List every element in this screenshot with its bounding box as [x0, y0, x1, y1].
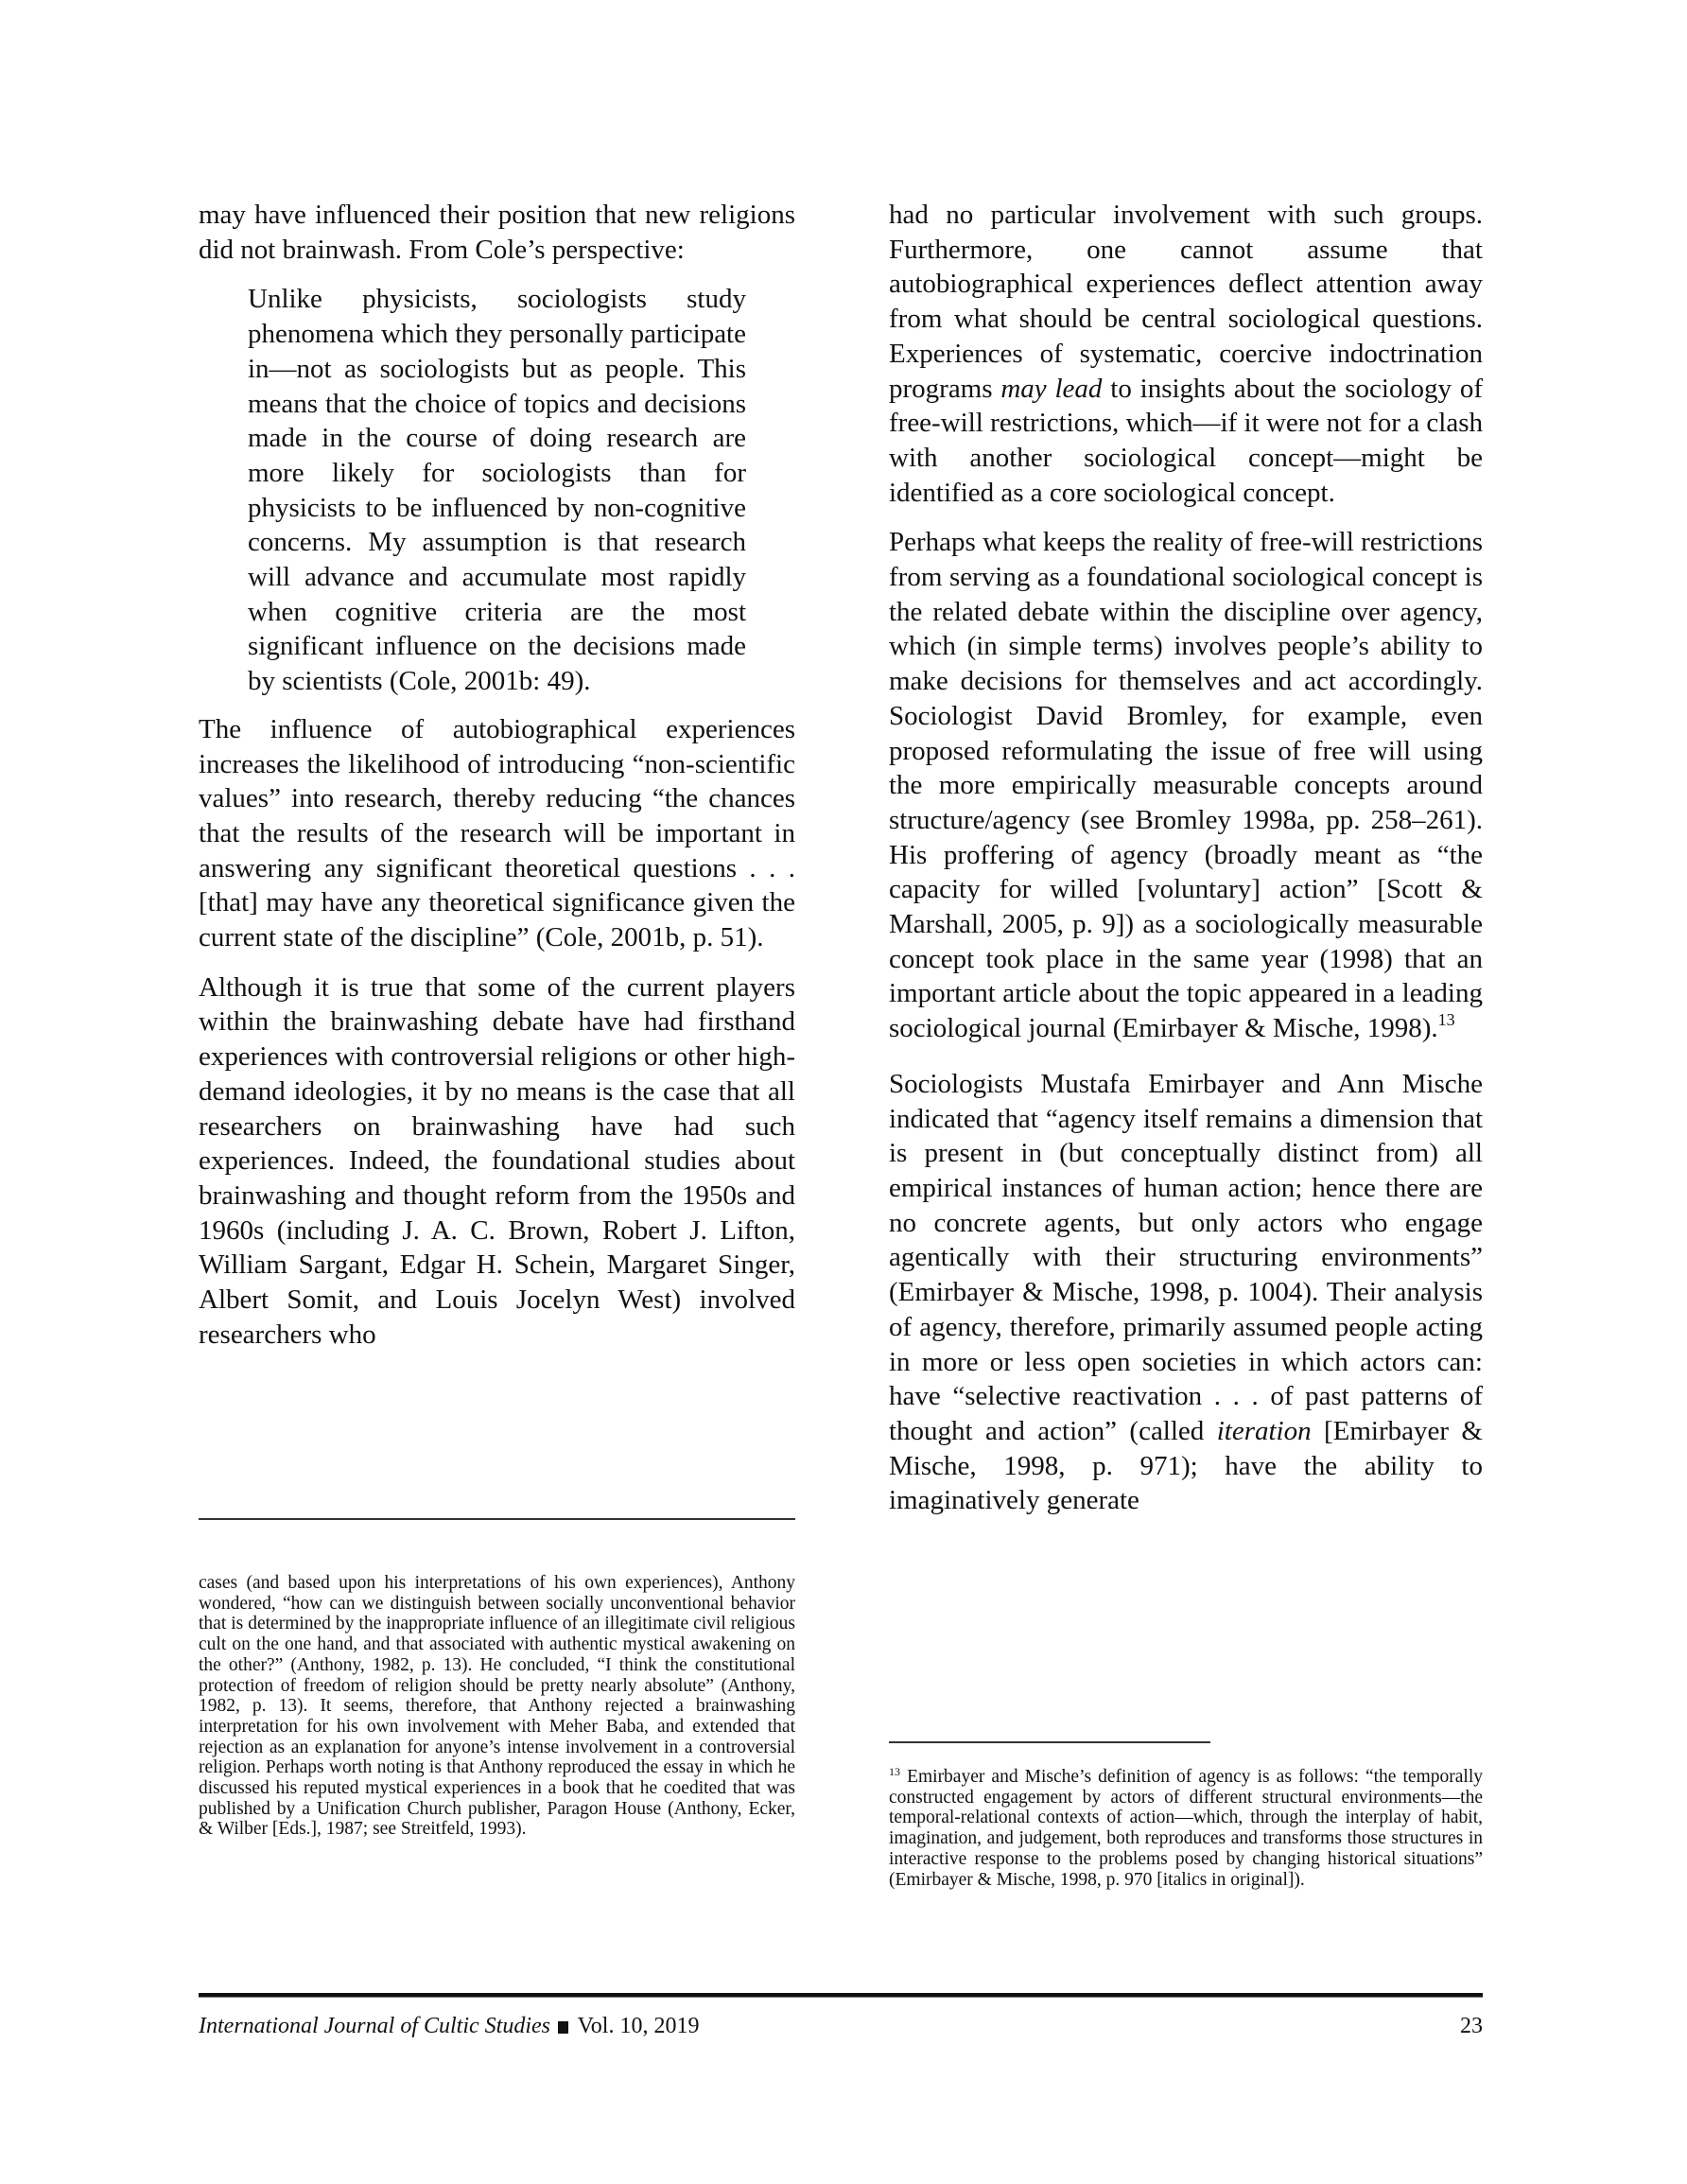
paragraph: The influence of autobiographical experiences increases the likelihood of introducing “non-scientific values” into research, thereby reducing “the chances that the results of the research will be important in answering any significant theoretical questions . . . [that] may have any theoretical significance given the current state of the discipline” (Cole, 2001b, p. 51).	[199, 713, 795, 953]
running-footer	[199, 2012, 699, 2040]
emphasis: iteration	[1216, 1415, 1312, 1446]
paragraph: may have influenced their position that new religions did not brainwash. From Cole’s perspective:	[199, 200, 795, 265]
footnote-number: 13	[889, 1765, 900, 1778]
text-run: Sociologists Mustafa Emirbayer and Ann Mische indicated that “agency itself remains a dimension that is present in (but conceptually distinct from) all empirical instances of human action; hence there are no concrete agents, but only actors who engage agentically with their structuring environments” (Emirbayer & Mische, 1998, p. 1004). Their analysis of agency, therefore, primarily assumed people acting in more or less open societies in which actors can: have “selective reactivation . . . of past patterns of thought and action” (called	[889, 1068, 1483, 1446]
paragraph	[889, 1067, 1483, 1518]
paragraph	[889, 198, 1483, 510]
text-run: Perhaps what keeps the reality of free-will restrictions from serving as a foundational sociological concept is the related debate within the discipline over agency, which (in simple terms) involves people’s ability to make decisions for themselves and act accordingly. Sociologist David Bromley, for example, even proposed reformulating the issue of free will using the more empirically measurable concepts around structure/agency (see Bromley 1998a, pp. 258–261). His proffering of agency (broadly meant as “the capacity for willed [voluntary] action” [Scott & Marshall, 2005, p. 9]) as a sociologically measurable concept took place in the same year (1998) that an important article about the topic appeared in a leading sociological journal (Emirbayer & Mische, 1998).	[889, 527, 1483, 1044]
footnote-separator	[199, 1518, 795, 1520]
footnote-continued: cases (and based upon his interpretations of his own experiences), Anthony wondered, “how can we distinguish between socially unconventional behavior that is determined by the inappropriate influence of an illegitimate civil religious cult on the one hand, and that associated with authentic mystical awakening on the other?” (Anthony, 1982, p. 13). He concluded, “I think the constitutional protection of freedom of religion should be pretty nearly absolute” (Anthony, 1982, p. 13). It seems, therefore, that Anthony rejected a brainwashing interpretation for his own involvement with Meher Baba, and extended that rejection as an explanation for anyone’s intense involvement in a controversial religion. Perhaps worth noting is that Anthony reproduced the essay in which he discussed his reputed mystical experiences in a book that he coedited that was published by a Unification Church publisher, Paragon House (Anthony, Ecker, & Wilber [Eds.], 1987; see Streitfeld, 1993).	[199, 1573, 795, 1840]
footer-rule	[199, 1993, 1483, 1998]
page-number: 23	[1460, 2014, 1483, 2038]
text-run: to insights about the sociology of free-will restrictions, which—if it were not for a clash with another sociological concept—might be identified as a core sociological concept.	[889, 373, 1483, 508]
volume-info: Vol. 10, 2019	[577, 2014, 700, 2038]
footnote-text: Emirbayer and Mische’s definition of agency is as follows: “the temporally constructed engagement by actors of different structural environments—the temporal-relational contexts of action—which, through the interplay of habit, imagination, and judgement, both reproduces and transforms those structures in interactive response to the problems posed by changing historical situations” (Emirbayer & Mische, 1998, p. 970 [italics in original]).	[889, 1767, 1483, 1890]
text-run: had no particular involvement with such groups. Furthermore, one cannot assume that autobiographical experiences deflect attention away from what should be central sociological questions. Experiences of systematic, coercive indoctrination programs	[889, 200, 1483, 404]
text-run: [Emirbayer & Mische, 1998, p. 971); have the ability to imaginatively generate	[889, 1415, 1483, 1516]
journal-title: International Journal of Cultic Studies	[199, 2014, 550, 2038]
left-column	[199, 198, 795, 1368]
paragraph	[889, 525, 1483, 1046]
footnote-reference[interactable]: 13	[1437, 1010, 1455, 1030]
paragraph: Although it is true that some of the current players within the brainwashing debate have had firsthand experiences with controversial religions or other high-demand ideologies, it by no means is the case that all researchers on brainwashing have had such experiences. Indeed, the foundational studies about brainwashing and thought reform from the 1950s and 1960s (including J. A. C. Brown, Robert J. Lifton, William Sargant, Edgar H. Schein, Margaret Singer, Albert Somit, and Louis Jocelyn West) involved researchers who	[199, 971, 795, 1350]
footnote-separator	[889, 1741, 1210, 1743]
emphasis: may lead	[1000, 373, 1103, 404]
right-column	[889, 198, 1483, 1533]
block-quote: Unlike physicists, sociologists study phenomena which they personally participate in—not as sociologists but as people. This means that the choice of topics and decisions made in the course of doing research are more likely for sociologists than for physicists to be influenced by non-cognitive concerns. My assumption is that research will advance and accumulate most rapidly when cognitive criteria are the most significant influence on the decisions made by scientists (Cole, 2001b: 49).	[248, 284, 746, 697]
square-bullet-icon	[558, 2021, 568, 2034]
footnote-13	[889, 1767, 1483, 1890]
